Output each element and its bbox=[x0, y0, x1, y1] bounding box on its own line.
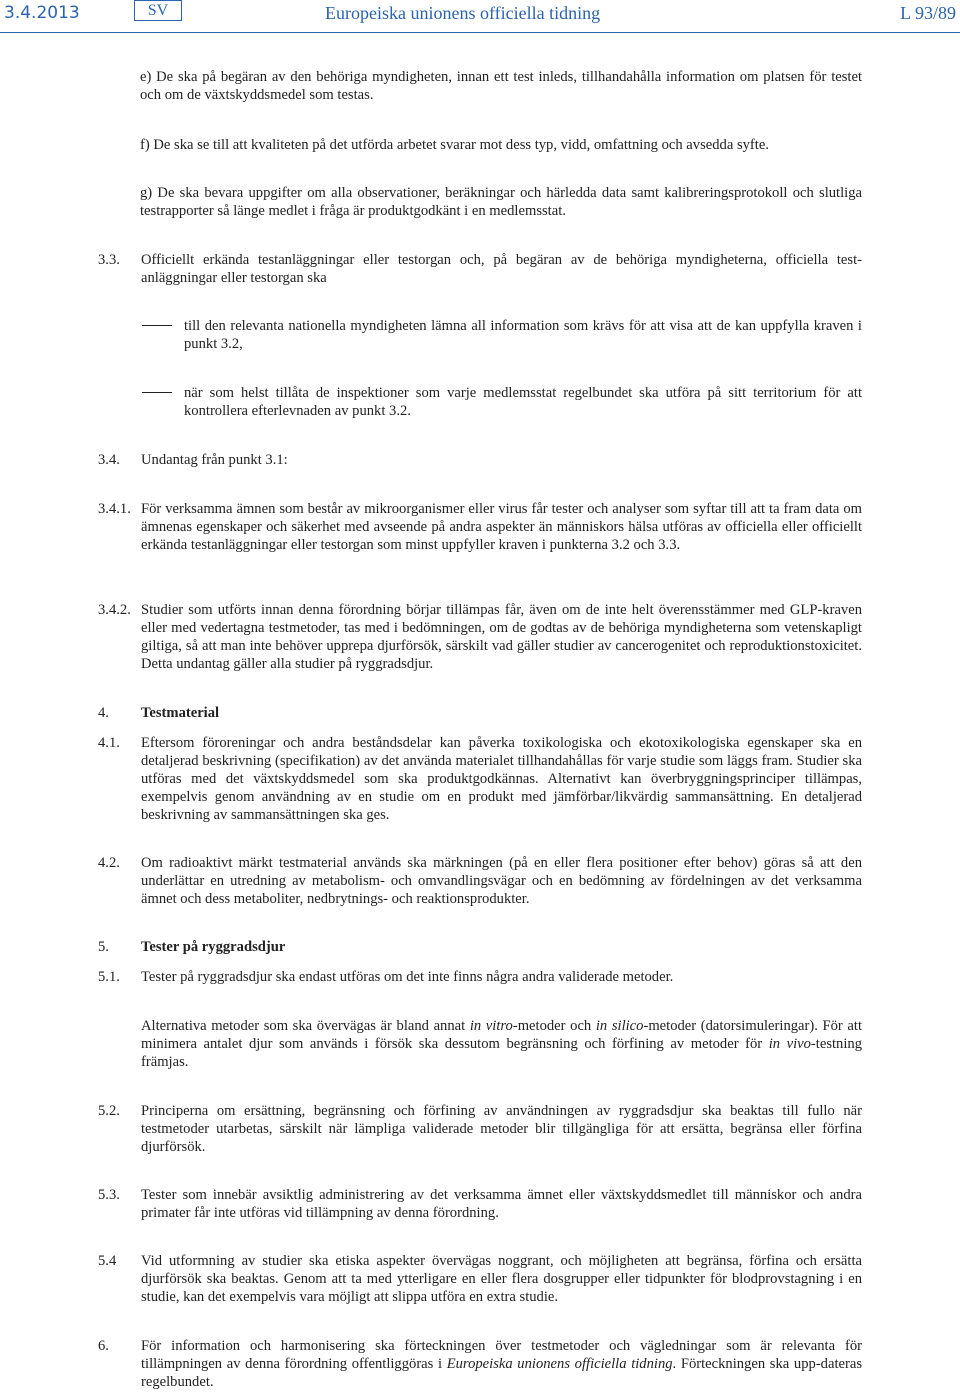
section-number-5-2: 5.2. bbox=[98, 1103, 120, 1119]
page-number: L 93/89 bbox=[900, 3, 956, 23]
section-number-4-2: 4.2. bbox=[98, 855, 120, 871]
section-number-5: 5. bbox=[98, 939, 109, 955]
journal-title: Europeiska unionens officiella tidning bbox=[325, 3, 601, 23]
section-3-4-text: Undantag från punkt 3.1: bbox=[141, 452, 288, 468]
item-g: g) De ska bevara uppgifter om alla observationer, beräkningar och härledda data samt kalibreringsprotokoll och slutliga testrapporter så länge medlet i fråga är produktgodkänt i en medlemsstat. bbox=[140, 185, 862, 219]
section-number-4: 4. bbox=[98, 705, 109, 721]
item-e: e) De ska på begäran av den behöriga myndigheten, innan ett test inleds, tillhandahålla information om platsen för testet och om de växtskyddsmedel som testas. bbox=[140, 69, 862, 103]
section-number-3-3: 3.3. bbox=[98, 252, 120, 268]
section-4-heading: Testmaterial bbox=[141, 705, 220, 721]
item-f: f) De ska se till att kvaliteten på det utförda arbetet svarar mot dess typ, vidd, omfattning och avsedda syfte. bbox=[140, 137, 769, 153]
dash-marker bbox=[142, 325, 172, 326]
section-5-4-text: Vid utformning av studier ska etiska aspekter övervägas noggrant, och möjligheten att begränsa, förfina och ersätta djurförsök ska beaktas. Genom att ta med ytterligare en eller flera dosgrupper eller tidpunkter för blodprovstagning i en studie, kan det exempelvis vara möjligt att slippa utföra en extra studie. bbox=[141, 1253, 862, 1305]
section-number-3-4-1: 3.4.1. bbox=[98, 501, 131, 517]
section-number-3-4: 3.4. bbox=[98, 452, 120, 468]
section-3-4-2-text: Studier som utförts innan denna förordning börjar tillämpas får, även om de inte helt överensstämmer med GLP-kraven eller med vedertagna testmetoder, tas med i bedömningen, om de godtas av de behöriga myndigheterna som vetenskapligt giltiga, så att man inte behöver upprepa djurförsök, särskilt vad gäller studier av cancerogenitet och reproduktionstoxicitet. Detta undantag gäller alla studier på ryggradsdjur. bbox=[141, 602, 862, 672]
section-number-5-4: 5.4 bbox=[98, 1253, 117, 1269]
publication-date: 3.4.2013 bbox=[4, 3, 80, 23]
dash-item-2: när som helst tillåta de inspektioner som varje medlemsstat regelbundet ska utföra på sitt territorium för att kontrollera efterlevnaden av punkt 3.2. bbox=[184, 385, 862, 419]
section-number-5-1: 5.1. bbox=[98, 969, 120, 985]
section-number-3-4-2: 3.4.2. bbox=[98, 602, 131, 618]
section-5-3-text: Tester som innebär avsiktlig administrering av det verksamma ämnet eller växtskyddsmedlet till människor och andra primater får inte utföras vid tillämpning av denna förordning. bbox=[141, 1187, 862, 1221]
section-5-2-text: Principerna om ersättning, begränsning och förfining av användningen av ryggradsdjur ska beaktas till fullo när testmetoder utarbetas, särskilt när lämpliga validerade metoder blir tillgängliga för att ersätta, begränsa eller förfina djurförsök. bbox=[141, 1103, 862, 1155]
section-6-text: För information och harmonisering ska förteckningen över testmetoder och vägledningar som är relevanta för tillämpningen av denna förordning offentliggöras i Europeiska unionens officiella tidning. Förteckningen ska upp-dateras regelbundet. bbox=[141, 1338, 862, 1390]
section-number-5-3: 5.3. bbox=[98, 1187, 120, 1203]
section-4-2-text: Om radioaktivt märkt testmaterial används ska märkningen (på en eller flera positioner efter behov) göras så att den underlättar en utredning av metabolism- och omvandlingsvägar och en bedömning av fördelningen av det verksamma ämnet och dess metaboliter, nedbrytnings- och reaktionsprodukter. bbox=[141, 855, 862, 907]
dash-marker bbox=[142, 392, 172, 393]
section-3-3-text: Officiellt erkända testanläggningar eller testorgan och, på begäran av de behöriga myndigheterna, officiella test-anläggningar eller testorgan ska bbox=[141, 252, 862, 286]
language-badge: SV bbox=[134, 0, 182, 21]
section-5-heading: Tester på ryggradsdjur bbox=[141, 939, 286, 955]
section-4-1-text: Eftersom föroreningar och andra beståndsdelar kan påverka toxikologiska och ekotoxikologiska egenskaper ska en detaljerad beskrivning (specifikation) av det använda materialet tillhandahållas för varje studie som läggs fram. Studier ska utföras med det växtskyddsmedel som ska produktgodkännas. Alternativt kan överbryggningsprinciper tillämpas, exempelvis genom användning av en studie om en produkt med jämförbar/likvärdig sammansättning. En detaljerad beskrivning av sammansättningen ska ges. bbox=[141, 735, 862, 823]
section-number-4-1: 4.1. bbox=[98, 735, 120, 751]
section-number-6: 6. bbox=[98, 1338, 109, 1354]
section-5-1-text: Tester på ryggradsdjur ska endast utföras om det inte finns några andra validerade metoder. bbox=[141, 969, 674, 985]
header-rule bbox=[0, 32, 960, 33]
section-3-4-1-text: För verksamma ämnen som består av mikroorganismer eller virus får tester och analyser som syftar till att ta fram data om ämnenas egenskaper och säkerhet med avseende på andra aspekter än människors hälsa utföras av officiella eller officiellt erkända testanläggningar eller testorgan som minst uppfyller kraven i punkterna 3.2 och 3.3. bbox=[141, 501, 862, 553]
section-5-1-paragraph-2: Alternativa metoder som ska övervägas är bland annat in vitro-metoder och in silico-metoder (datorsimuleringar). För att minimera antalet djur som används i försök ska dessutom begränsning och förfining av metoder för in vivo-testning främjas. bbox=[141, 1018, 863, 1070]
dash-item-1: till den relevanta nationella myndigheten lämna all information som krävs för att visa att de kan uppfylla kraven i punkt 3.2, bbox=[184, 318, 862, 352]
page-header bbox=[0, 0, 960, 30]
